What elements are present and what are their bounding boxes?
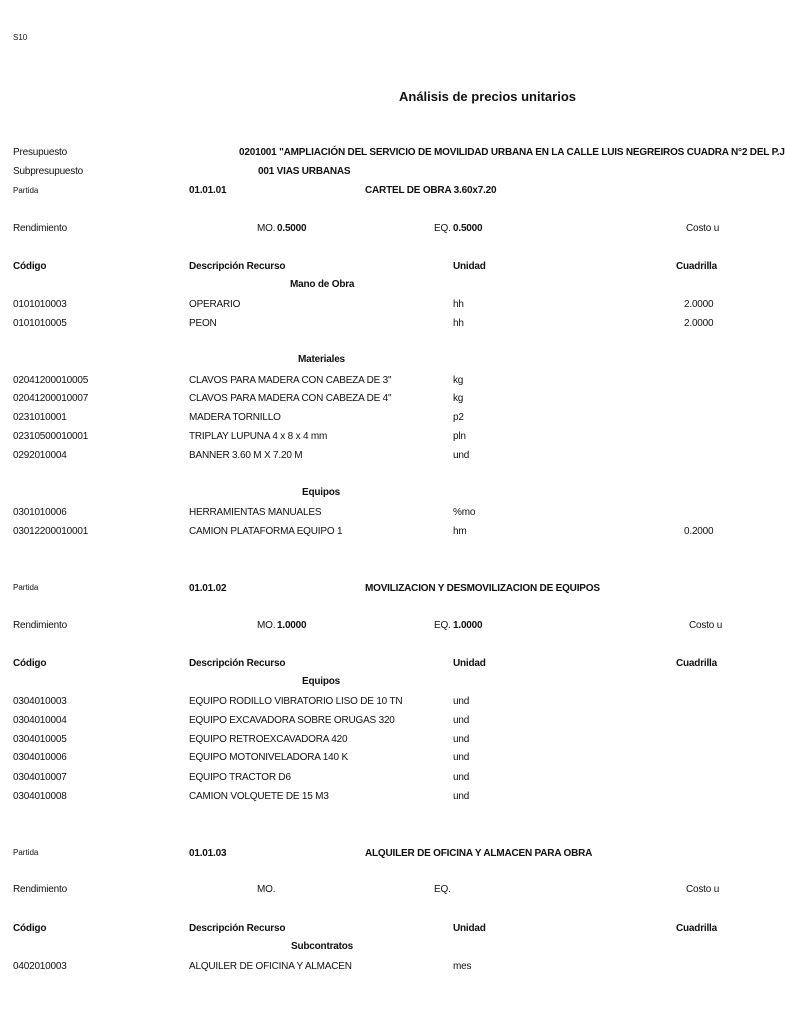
row-unidad: mes (453, 961, 472, 972)
partida-name: CARTEL DE OBRA 3.60x7.20 (365, 185, 497, 196)
row-unidad: kg (453, 393, 464, 404)
row-descripcion: EQUIPO RETROEXCAVADORA 420 (189, 734, 348, 745)
row-descripcion: EQUIPO MOTONIVELADORA 140 K (189, 752, 348, 763)
row-codigo: 0101010005 (13, 318, 67, 329)
row-descripcion: BANNER 3.60 M X 7.20 M (189, 450, 303, 461)
row-descripcion: EQUIPO EXCAVADORA SOBRE ORUGAS 320 (189, 715, 395, 726)
row-codigo: 0304010008 (13, 791, 67, 802)
mo-label: MO. (257, 620, 276, 631)
row-unidad: kg (453, 375, 464, 386)
col-cuadrilla: Cuadrilla (676, 658, 717, 669)
row-unidad: und (453, 752, 470, 763)
col-descripcion: Descripción Recurso (189, 658, 286, 669)
row-descripcion: ALQUILER DE OFICINA Y ALMACEN (189, 961, 352, 972)
row-codigo: 02310500010001 (13, 431, 89, 442)
col-cuadrilla: Cuadrilla (676, 923, 717, 934)
row-descripcion: TRIPLAY LUPUNA 4 x 8 x 4 mm (189, 431, 328, 442)
row-codigo: 0304010003 (13, 696, 67, 707)
rendimiento-label: Rendimiento (13, 223, 67, 234)
partida-label: Partida (13, 848, 39, 857)
row-cuadrilla: 2.0000 (684, 318, 714, 329)
row-unidad: hh (453, 299, 464, 310)
row-descripcion: HERRAMIENTAS MANUALES (189, 507, 322, 518)
row-codigo: 0292010004 (13, 450, 67, 461)
col-codigo: Código (13, 923, 47, 934)
costo-label: Costo u (689, 620, 723, 631)
row-codigo: 0304010004 (13, 715, 67, 726)
row-codigo: 0304010006 (13, 752, 67, 763)
col-unidad: Unidad (453, 658, 486, 669)
partida-code: 01.01.02 (189, 583, 227, 594)
col-codigo: Código (13, 261, 47, 272)
row-codigo: 0304010005 (13, 734, 67, 745)
mo-label: MO. (257, 223, 276, 234)
subpresupuesto-label: Subpresupuesto (13, 166, 84, 177)
row-unidad: und (453, 450, 470, 461)
row-unidad: und (453, 772, 470, 783)
row-unidad: hh (453, 318, 464, 329)
presupuesto-value: 0201001 "AMPLIACIÓN DEL SERVICIO DE MOVILIDAD URBANA EN LA CALLE LUIS NEGREIROS CUADRA N°2 DEL P.J (239, 147, 785, 158)
mo-label: MO. (257, 884, 276, 895)
row-descripcion: CLAVOS PARA MADERA CON CABEZA DE 4" (189, 393, 392, 404)
group-title: Equipos (302, 487, 341, 498)
row-codigo: 0231010001 (13, 412, 67, 423)
row-unidad: %mo (453, 507, 476, 518)
partida-name: ALQUILER DE OFICINA Y ALMACEN PARA OBRA (365, 848, 593, 859)
group-title: Equipos (302, 676, 341, 687)
row-codigo: 0304010007 (13, 772, 67, 783)
row-codigo: 0402010003 (13, 961, 67, 972)
col-codigo: Código (13, 658, 47, 669)
costo-label: Costo u (686, 223, 720, 234)
partida-code: 01.01.01 (189, 185, 227, 196)
row-descripcion: OPERARIO (189, 299, 241, 310)
presupuesto-label: Presupuesto (13, 147, 67, 158)
costo-label: Costo u (686, 884, 720, 895)
partida-code: 01.01.03 (189, 848, 227, 859)
row-descripcion: MADERA TORNILLO (189, 412, 281, 423)
row-unidad: und (453, 696, 470, 707)
row-descripcion: PEON (189, 318, 217, 329)
rendimiento-label: Rendimiento (13, 884, 67, 895)
partida-name: MOVILIZACION Y DESMOVILIZACION DE EQUIPOS (365, 583, 600, 594)
row-codigo: 02041200010005 (13, 375, 89, 386)
eq-label: EQ. (434, 884, 451, 895)
row-unidad: und (453, 734, 470, 745)
page-title: Análisis de precios unitarios (399, 89, 576, 104)
col-unidad: Unidad (453, 923, 486, 934)
mo-value: 0.5000 (277, 223, 307, 234)
eq-label: EQ. (434, 620, 451, 631)
row-codigo: 0301010006 (13, 507, 67, 518)
partida-label: Partida (13, 583, 39, 592)
subpresupuesto-value: 001 VIAS URBANAS (258, 166, 351, 177)
partida-label: Partida (13, 186, 39, 195)
mo-value: 1.0000 (277, 620, 307, 631)
row-descripcion: EQUIPO RODILLO VIBRATORIO LISO DE 10 TN (189, 696, 403, 707)
row-descripcion: CAMION VOLQUETE DE 15 M3 (189, 791, 329, 802)
group-title: Materiales (298, 354, 345, 365)
row-unidad: hm (453, 526, 467, 537)
col-cuadrilla: Cuadrilla (676, 261, 717, 272)
col-unidad: Unidad (453, 261, 486, 272)
eq-value: 0.5000 (453, 223, 483, 234)
row-unidad: pln (453, 431, 466, 442)
group-title: Mano de Obra (290, 279, 355, 290)
row-descripcion: CAMION PLATAFORMA EQUIPO 1 (189, 526, 343, 537)
col-descripcion: Descripción Recurso (189, 923, 286, 934)
eq-label: EQ. (434, 223, 451, 234)
report-code: S10 (13, 33, 28, 42)
eq-value: 1.0000 (453, 620, 483, 631)
row-codigo: 02041200010007 (13, 393, 89, 404)
group-title: Subcontratos (291, 941, 354, 952)
row-unidad: p2 (453, 412, 464, 423)
rendimiento-label: Rendimiento (13, 620, 67, 631)
row-unidad: und (453, 715, 470, 726)
col-descripcion: Descripción Recurso (189, 261, 286, 272)
row-codigo: 03012200010001 (13, 526, 89, 537)
row-unidad: und (453, 791, 470, 802)
row-cuadrilla: 0.2000 (684, 526, 714, 537)
row-descripcion: EQUIPO TRACTOR D6 (189, 772, 291, 783)
row-descripcion: CLAVOS PARA MADERA CON CABEZA DE 3" (189, 375, 392, 386)
row-cuadrilla: 2.0000 (684, 299, 714, 310)
row-codigo: 0101010003 (13, 299, 67, 310)
